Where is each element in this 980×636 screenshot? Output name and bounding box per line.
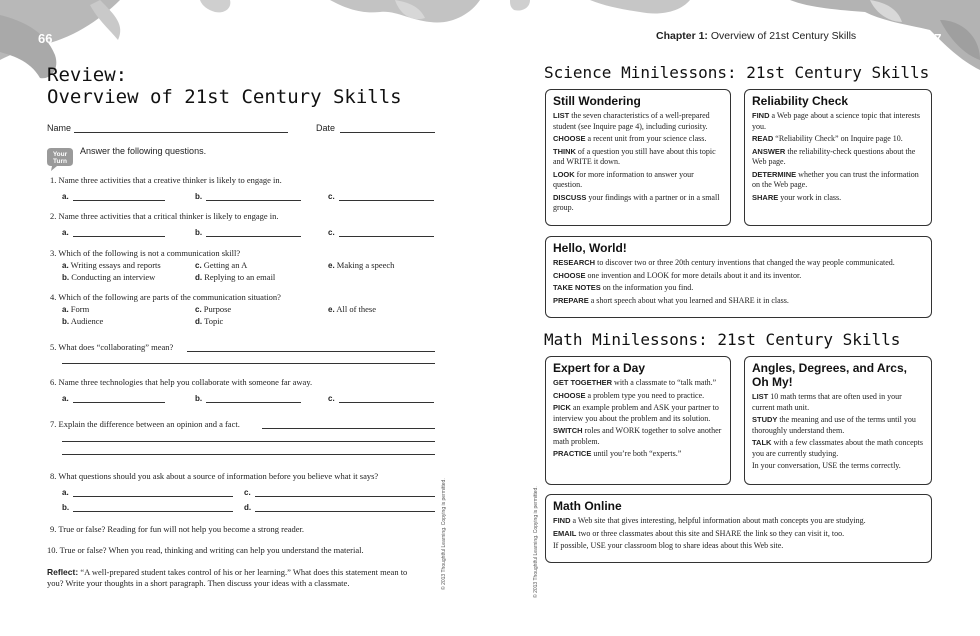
- q7-answer-line-1[interactable]: [262, 428, 435, 429]
- box-line: GET TOGETHER with a classmate to “talk math.”: [553, 378, 717, 387]
- box-line: If possible, USE your classroom blog to share ideas about this Web site.: [553, 541, 784, 550]
- q6-letter-b: b.: [195, 394, 203, 403]
- box-line: SWITCH roles and WORK together to solve another math problem.: [553, 426, 722, 446]
- q8-letter-d: d.: [244, 503, 252, 512]
- q7-answer-line-3[interactable]: [62, 454, 435, 455]
- math-online-box: [545, 494, 932, 563]
- q8-answer-c[interactable]: [255, 496, 435, 497]
- box-line: FIND a Web page about a science topic that interests you.: [752, 111, 920, 131]
- q2-letter-c: c.: [328, 228, 335, 237]
- question-3: 3. Which of the following is not a communication skill?: [50, 248, 241, 258]
- q6-answer-a[interactable]: [73, 402, 165, 403]
- hello-world-box: [545, 236, 932, 318]
- reflect-line-2: you? Write your thoughts in a short paragraph. Then discuss your ideas with a classmate.: [47, 578, 350, 588]
- question-10: 10. True or false? When you read, thinking and writing can help you understand the material.: [47, 545, 364, 555]
- q8-letter-b: b.: [62, 503, 70, 512]
- q2-letter-a: a.: [62, 228, 69, 237]
- box-line: CHOOSE a problem type you need to practice.: [553, 390, 705, 400]
- question-4: 4. Which of the following are parts of the communication situation?: [50, 292, 281, 302]
- q4-option-c[interactable]: c. Purpose: [195, 304, 232, 314]
- q6-letter-a: a.: [62, 394, 69, 403]
- q1-letter-c: c.: [328, 192, 335, 201]
- q2-answer-b[interactable]: [206, 236, 301, 237]
- title-line-2: Overview of 21st Century Skills: [47, 86, 402, 108]
- q2-answer-a[interactable]: [73, 236, 165, 237]
- box-line: DETERMINE whether you can trust the information on the Web page.: [752, 169, 919, 189]
- your-turn-badge-text-2: Turn: [53, 158, 67, 165]
- q2-answer-c[interactable]: [339, 236, 434, 237]
- q1-letter-a: a.: [62, 192, 69, 201]
- box-title: Angles, Degrees, and Arcs, Oh My!: [752, 361, 907, 389]
- expert-for-a-day-box: [545, 356, 731, 485]
- page-number: 67: [927, 31, 942, 46]
- chapter-title: Overview of 21st Century Skills: [710, 30, 857, 42]
- date-label: Date: [316, 123, 336, 133]
- your-turn-badge-text-1: Your: [52, 151, 68, 158]
- math-heading: Math Minilessons: 21st Century Skills: [544, 330, 901, 349]
- box-line: RESEARCH to discover two or three 20th century inventions that changed the way people communicated.: [553, 258, 895, 267]
- q6-answer-c[interactable]: [339, 402, 434, 403]
- page-title: [47, 64, 402, 108]
- box-title: Still Wondering: [553, 94, 641, 108]
- box-line: LIST 10 math terms that are often used in your current math unit.: [752, 392, 902, 412]
- copyright: © 2013 Thoughtful Learning. Copying is permitted.: [441, 478, 447, 590]
- q6-letter-c: c.: [328, 394, 335, 403]
- q6-answer-b[interactable]: [206, 402, 301, 403]
- page-number: 66: [38, 31, 53, 46]
- box-title: Math Online: [553, 499, 622, 513]
- box-line: ANSWER the reliability-check questions about the Web page.: [752, 146, 916, 166]
- question-7: 7. Explain the difference between an opinion and a fact.: [50, 419, 240, 429]
- box-line: PRACTICE until you’re both “experts.”: [553, 449, 682, 458]
- chapter-header: [656, 30, 856, 42]
- box-line: READ “Reliability Check” on Inquire page 10.: [752, 134, 903, 143]
- box-line: In your conversation, USE the terms correctly.: [752, 461, 901, 470]
- question-5: 5. What does “collaborating” mean?: [50, 342, 174, 352]
- question-8: 8. What questions should you ask about a source of information before you believe what it says?: [50, 471, 379, 481]
- chapter-label: Chapter 1:: [656, 30, 708, 42]
- q5-answer-line-2[interactable]: [62, 363, 435, 364]
- q3-option-e[interactable]: e. Making a speech: [328, 260, 395, 270]
- box-line: FIND a Web site that gives interesting, helpful information about math concepts you are studying.: [553, 516, 866, 525]
- q4-option-b[interactable]: b. Audience: [62, 316, 104, 326]
- science-heading: Science Minilessons: 21st Century Skills: [544, 63, 930, 82]
- q4-option-d[interactable]: d. Topic: [195, 316, 224, 326]
- angles-degrees-arcs-box: [744, 356, 932, 485]
- box-line: EMAIL two or three classmates about this site and SHARE the link so they can visit it, too.: [553, 528, 845, 538]
- box-line: PREPARE a short speech about what you learned and SHARE it in class.: [553, 295, 789, 305]
- box-line: LOOK for more information to answer your question.: [553, 169, 694, 189]
- q1-answer-a[interactable]: [73, 200, 165, 201]
- right-page: [490, 0, 980, 636]
- q8-answer-b[interactable]: [73, 511, 233, 512]
- box-line: DISCUSS your findings with a partner or in a small group.: [553, 192, 720, 212]
- box-line: LIST the seven characteristics of a well-prepared student (see Inquire page 4), including curiosity.: [553, 111, 710, 131]
- q1-answer-b[interactable]: [206, 200, 301, 201]
- name-label: Name: [47, 123, 72, 133]
- q4-option-e[interactable]: e. All of these: [328, 304, 376, 314]
- still-wondering-box: [545, 89, 731, 226]
- box-title: Hello, World!: [553, 241, 627, 255]
- box-line: SHARE your work in class.: [752, 192, 842, 202]
- copyright: © 2013 Thoughtful Learning. Copying is permitted.: [533, 486, 539, 598]
- q3-option-a[interactable]: a. Writing essays and reports: [62, 260, 161, 270]
- question-9: 9. True or false? Reading for fun will not help you become a strong reader.: [50, 524, 305, 534]
- q7-answer-line-2[interactable]: [62, 441, 435, 442]
- instructions: Answer the following questions.: [80, 146, 207, 156]
- title-line-1: Review:: [47, 64, 128, 86]
- q3-option-c[interactable]: c. Getting an A: [195, 260, 248, 270]
- date-field[interactable]: [340, 132, 435, 133]
- box-line: CHOOSE a recent unit from your science class.: [553, 134, 707, 143]
- q1-letter-b: b.: [195, 192, 203, 201]
- question-1: 1. Name three activities that a creative thinker is likely to engage in.: [50, 175, 282, 185]
- box-line: STUDY the meaning and use of the terms until you thoroughly understand them.: [752, 415, 916, 435]
- box-title: Expert for a Day: [553, 361, 646, 375]
- your-turn-badge: [45, 146, 75, 172]
- box-title: Reliability Check: [752, 94, 849, 108]
- q3-option-d[interactable]: d. Replying to an email: [195, 272, 276, 282]
- name-field[interactable]: [74, 132, 288, 133]
- q8-letter-a: a.: [62, 488, 69, 497]
- q8-answer-a[interactable]: [73, 496, 233, 497]
- reliability-check-box: [744, 89, 932, 226]
- box-line: THINK of a question you still have about this topic and WRITE it down.: [553, 146, 716, 166]
- q4-option-a[interactable]: a. Form: [62, 304, 90, 314]
- question-2: 2. Name three activities that a critical thinker is likely to engage in.: [50, 211, 279, 221]
- box-line: TALK with a few classmates about the math concepts you are currently studying.: [752, 438, 923, 458]
- q3-option-b[interactable]: b. Conducting an interview: [62, 272, 156, 282]
- question-6: 6. Name three technologies that help you collaborate with someone far away.: [50, 377, 313, 387]
- q2-letter-b: b.: [195, 228, 203, 237]
- box-line: TAKE NOTES on the information you find.: [553, 283, 694, 292]
- box-line: CHOOSE one invention and LOOK for more details about it and its inventor.: [553, 270, 802, 280]
- q5-answer-line-1[interactable]: [187, 351, 435, 352]
- q8-answer-d[interactable]: [255, 511, 435, 512]
- box-line: PICK an example problem and ASK your partner to interview you about the problem and its solution.: [553, 403, 719, 423]
- q8-letter-c: c.: [244, 488, 251, 497]
- q1-answer-c[interactable]: [339, 200, 434, 201]
- reflect-line-1: Reflect: “A well-prepared student takes control of his or her learning.” What does this statement mean to: [47, 567, 408, 577]
